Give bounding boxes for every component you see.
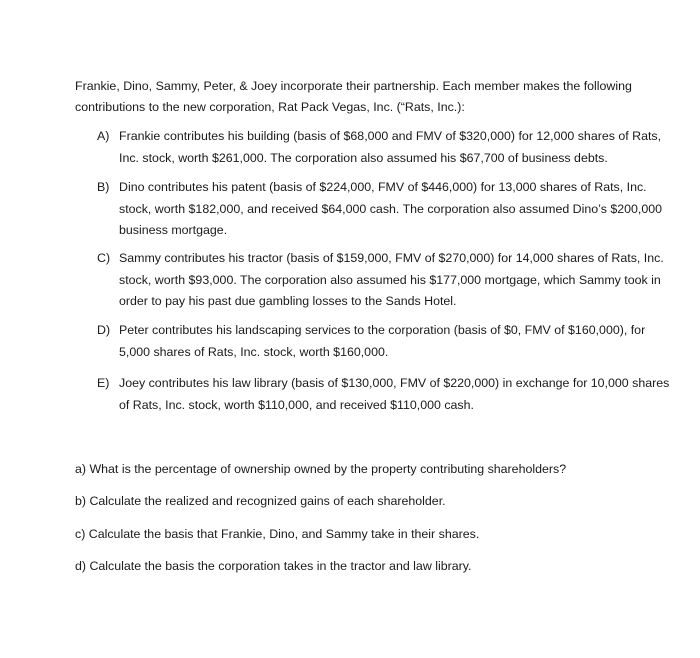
item-text: Frankie contributes his building (basis of $68,000 and FMV of $320,000) for 12,000 shares of Rats, Inc. stock, worth $261,000. The corporation also assumed his $67,700 of business debts.	[119, 129, 662, 165]
item-text: Joey contributes his law library (basis of $130,000, FMV of $220,000) in exchange for 10,000 shares of Rats, Inc. stock, worth $110,000, and received $110,000 cash.	[119, 376, 670, 412]
question-d: d) Calculate the basis the corporation takes in the tractor and law library.	[75, 559, 472, 573]
question-c: c) Calculate the basis that Frankie, Dino, and Sammy take in their shares.	[75, 527, 480, 541]
item-letter: C)	[97, 251, 111, 265]
contribution-item-a	[97, 126, 675, 169]
item-text: Peter contributes his landscaping services to the corporation (basis of $0, FMV of $160,000), for 5,000 shares of Rats, Inc. stock, worth $160,000.	[119, 323, 646, 359]
item-text: Sammy contributes his tractor (basis of $159,000, FMV of $270,000) for 14,000 shares of Rats, Inc. stock, worth $93,000. The corporation also assumed his $177,000 mortgage, which Sammy took in order to pay his past due gambling losses to the Sands Hotel.	[119, 251, 664, 308]
question-b: b) Calculate the realized and recognized gains of each shareholder.	[75, 494, 446, 508]
item-text: Dino contributes his patent (basis of $224,000, FMV of $446,000) for 13,000 shares of Rats, Inc. stock, worth $182,000, and received $64,000 cash. The corporation also assumed Dino’s $200,000 business mortgage.	[119, 180, 663, 237]
contribution-item-d	[97, 320, 675, 363]
contribution-item-e	[97, 373, 675, 416]
item-letter: B)	[97, 180, 110, 194]
item-letter: E)	[97, 376, 110, 390]
contribution-item-b	[97, 177, 675, 242]
intro-paragraph: Frankie, Dino, Sammy, Peter, & Joey incorporate their partnership. Each member makes the following contributions to the new corporation, Rat Pack Vegas, Inc. (“Rats, Inc.):	[75, 79, 632, 114]
item-letter: D)	[97, 323, 111, 337]
contribution-item-c	[97, 248, 675, 313]
question-a: a) What is the percentage of ownership owned by the property contributing shareholders?	[75, 462, 567, 476]
item-letter: A)	[97, 129, 110, 143]
